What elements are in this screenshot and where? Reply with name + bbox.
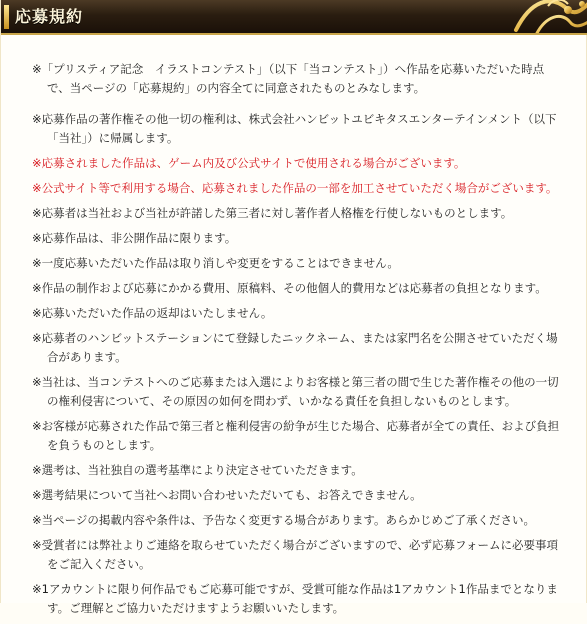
section-title: 応募規約: [15, 7, 84, 26]
term-item-11: ※当社は、当コンテストへのご応募または入選によりお客様と第三者の間で生じた著作権その他の一切の権利侵害について、その原因の如何を問わず、いかなる責任を負担しないものとします。: [32, 375, 559, 408]
term-item-1: ※「プリスティア記念 イラストコンテスト」（以下「当コンテスト」）へ作品を応募いただいた時点で、当ページの「応募規約」の内容全てに同意されたものとみなします。: [32, 62, 545, 95]
term-item-4-red: ※公式サイト等で利用する場合、応募されました作品の一部を加工させていただく場合がございます。: [32, 181, 558, 195]
gold-ornament-icon: [506, 0, 587, 35]
term-item-2: ※応募作品の著作権その他一切の権利は、株式会社ハンビットユビキタスエンターテインメント（以下「当社」）に帰属します。: [32, 112, 557, 145]
term-item-9: ※応募いただいた作品の返却はいたしません。: [32, 306, 273, 320]
term-item-7: ※一度応募いただいた作品は取り消しや変更をすることはできません。: [32, 256, 399, 270]
term-item-15: ※当ページの掲載内容や条件は、予告なく変更する場合があります。あらかじめご了承ください。: [32, 513, 535, 527]
term-item-3-red: ※応募されました作品は、ゲーム内及び公式サイトで使用される場合がございます。: [32, 156, 466, 170]
term-item-8: ※作品の制作および応募にかかる費用、原稿料、その他個人的費用などは応募者の負担となります。: [32, 281, 547, 295]
section-header: [1, 0, 587, 35]
term-item-14: ※選考結果について当社へお問い合わせいただいても、お答えできません。: [32, 488, 422, 502]
term-item-6: ※応募作品は、非公開作品に限ります。: [32, 231, 237, 245]
term-item-17: ※1アカウントに限り何作品でもご応募可能ですが、受賞可能な作品は1アカウント1作品までとなります。ご理解とご協力いただけますようお願いいたします。: [32, 582, 558, 615]
term-item-16: ※受賞者には弊社よりご連絡を取らせていただく場合がございますので、必ず応募フォームに必要事項をご記入ください。: [32, 538, 558, 571]
term-item-5: ※応募者は当社および当社が許諾した第三者に対し著作者人格権を行使しないものとします。: [32, 206, 513, 220]
term-item-13: ※選考は、当社独自の選考基準により決定させていただきます。: [32, 463, 363, 477]
terms-list: [32, 60, 560, 624]
term-item-10: ※応募者のハンビットステーションにて登録したニックネーム、または家門名を公開させていただく場合があります。: [32, 331, 558, 364]
term-item-12: ※お客様が応募された作品で第三者と権利侵害の紛争が生じた場合、応募者が全ての責任、および負担を負うものとします。: [32, 419, 560, 452]
header-accent-bar: [4, 5, 9, 29]
